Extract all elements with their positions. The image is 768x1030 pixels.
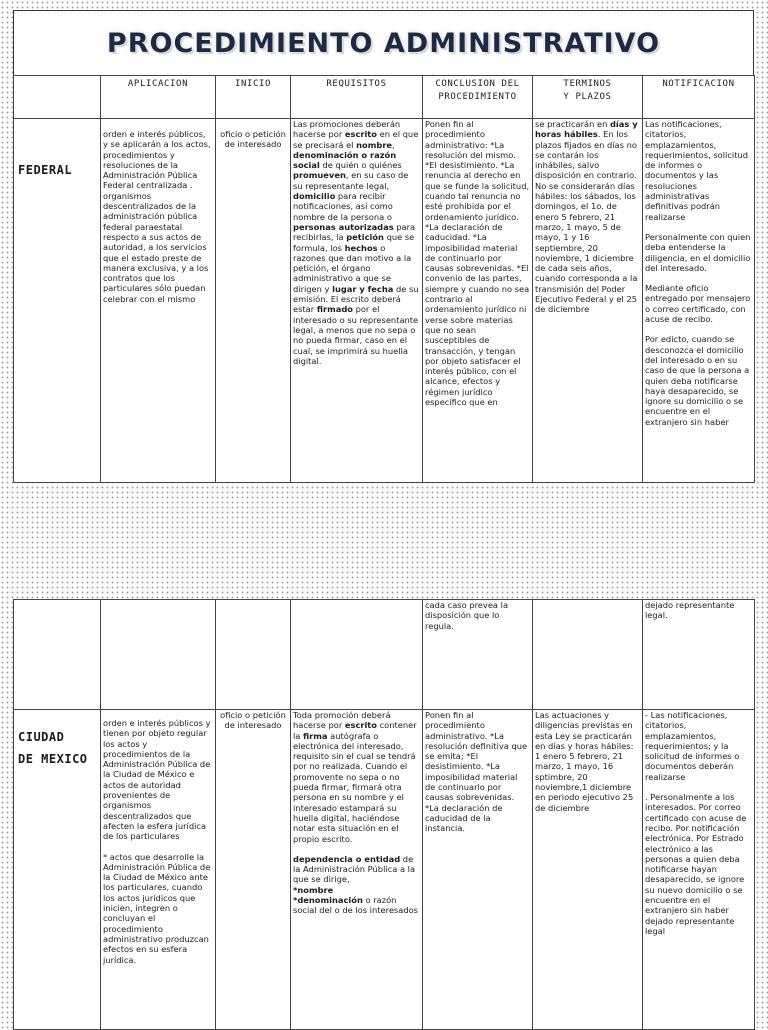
req-bold: personas autorizadas: [293, 221, 394, 232]
req-bold: dependencia o entidad: [293, 853, 401, 864]
federal-aplicacion: [101, 119, 216, 483]
federal-aplicacion-text: orden e interés públicos, y se aplicarán a los actos, procedimientos y resoluciones de la Administración Pública Federal centralizada . organismos descentralizados de la administración pública federal paraestatal respecto a sus actos de autoridad, a los servicios que el estado preste de manera exclusiva, y a los contratos que los particulares sólo puedan celebrar con el mismo: [103, 129, 211, 304]
req-text: Las promociones deberán hacerse por: [293, 119, 401, 140]
cont-empty-cell: [291, 600, 423, 710]
federal-label: FEDERAL: [14, 119, 101, 483]
req-bold: domicilio: [293, 191, 336, 202]
req-text: o razón social del o de los interesados: [293, 895, 418, 916]
cdmx-conclusion-text: Ponen fin al procedimiento administrativo. *La resolución definitiva que se emita; *El desistimiento. *La imposibilidad material de continuarlo por causas sobrevenidas. *La declaración de caducidad de la instancia.: [425, 710, 528, 834]
cdmx-notificacion: [643, 710, 755, 1030]
cdmx-terminos-text: Las actuaciones y diligencias previstas en esta Ley se practicarán en días y horas hábiles: 1 enero 5 febrero, 21 marzo, 1 mayo, 16 sptimbre, 20 noviembre,1 diciembre en periodo ejecutivo 25 de diciembre: [535, 710, 634, 813]
procedure-table-page2: [13, 599, 755, 1030]
terminos-bold: días y horas hábiles: [535, 119, 638, 140]
cdmx-conclusion: [423, 710, 533, 1030]
req-bold: escrito: [344, 129, 377, 140]
page-title: PROCEDIMIENTO ADMINISTRATIVO: [106, 27, 661, 59]
req-text: autógrafa o electrónica del interesado, requisito sin el cual se tendrá por no realizada. Cuando el promovente no sepa o no pueda firmar, firmará otra persona en su nombre y el interesado estampará su huella digital, haciéndose notar esta situación en el propio escrito.: [293, 730, 416, 844]
federal-terminos: [533, 119, 643, 483]
federal-notif-p1: Las notificaciones, citatorios, emplazamientos, requerimientos, solicitud de informes o documentos y las resoluciones administrativas definitivas podrán realizarse: [645, 119, 749, 222]
req-text: o razones que dan motivo a la petición, el órgano administrativo a que se dirigen y: [293, 242, 412, 294]
cont-empty-cell: [216, 600, 291, 710]
req-bold: promueven: [293, 170, 346, 181]
header-terminos-line1: TERMINOS: [563, 79, 612, 89]
continuation-row: [14, 600, 755, 710]
req-bold: nombre: [356, 139, 393, 150]
cont-empty-cell: [14, 600, 101, 710]
req-text: Toda promoción deberá hacerse por: [293, 710, 391, 731]
cdmx-notif-p1: - Las notificaciones, citatorios, emplazamientos, requerimientos; y la solicitud de informes o documentos deberán realizarse: [645, 710, 740, 782]
header-empty-cell: [14, 76, 101, 119]
cdmx-notif-p2: . Personalmente a los interesados. Por correo certificado con acuse de recibo. Por notificación electrónica. Por Estrado electrónico a las personas a quien deba notificarse hayan desaparecido, se ignore su nuevo domicilio o se encuentre en el extranjero sin haber dejado representante legal: [645, 792, 747, 936]
header-requisitos: REQUISITOS: [291, 76, 423, 119]
federal-notificacion: [643, 119, 755, 483]
req-text: por el interesado o su representante legal, a menos que no sepa o no pueda firmar, caso en el cual, se imprimirá su huella digital.: [293, 304, 419, 366]
header-conclusion-line2: PROCEDIMIENTO: [438, 92, 517, 102]
federal-inicio: [216, 119, 291, 483]
req-text: de quién o quiénes: [319, 160, 402, 171]
req-text: , en su caso de su representante legal,: [293, 170, 409, 191]
federal-conclusion: [423, 119, 533, 483]
cdmx-label-line2: DE MEXICO: [18, 752, 88, 766]
req-bold: denominación o razón social: [293, 149, 397, 171]
header-conclusion: [423, 76, 533, 119]
cdmx-requisitos: [291, 710, 423, 1030]
req-text: contener la: [293, 720, 417, 741]
cont-empty-cell: [533, 600, 643, 710]
header-terminos-line2: Y PLAZOS: [563, 92, 612, 102]
header-inicio: INICIO: [216, 76, 291, 119]
header-aplicacion: APLICACION: [101, 76, 216, 119]
cdmx-row: [14, 710, 755, 1030]
req-bold: firma: [303, 730, 328, 741]
header-terminos: [533, 76, 643, 119]
federal-inicio-text: oficio o petición de interesado: [220, 129, 286, 150]
req-text: para recibir notificaciones, así como nombre de la persona o: [293, 191, 393, 222]
procedure-table-page1: [13, 75, 755, 483]
cdmx-label: [14, 710, 101, 1030]
page: [13, 10, 754, 1024]
cdmx-terminos: [533, 710, 643, 1030]
terminos-text: . En los plazos fijados en días no se contarán los inhábiles, salvo disposición en contrario. No se considerarán días hábiles: los sábados, los domingos, el 1o. de enero 5 febrero, 21 marzo, 1 mayo, 5 de mayo, 1 y 16 septiembre, 20 noviembre, 1 diciembre de cada seis años, cuando corresponda a la transmisión del Poder Ejecutivo Federal y el 25 de diciembre: [535, 129, 638, 315]
federal-conclusion-cont-text: cada caso prevea la disposición que lo regula.: [425, 600, 509, 631]
federal-conclusion-cont: [423, 600, 533, 710]
req-text: ,: [392, 139, 395, 150]
cdmx-inicio-text: oficio o petición de interesado: [220, 710, 286, 731]
federal-requisitos: [291, 119, 423, 483]
req-bold: hechos: [344, 242, 378, 253]
federal-row: [14, 119, 755, 483]
req-text: que se formula, los: [293, 232, 415, 253]
cdmx-req-p3: [293, 885, 420, 895]
cdmx-aplicacion-p2: * actos que desarrolle la Administración Pública de la Ciudad de México ante los particulares, cuando los actos jurídicos que inicien, integren o concluyan el procedimiento administrativo produzcan efectos en su esfera jurídica.: [103, 851, 211, 965]
header-notificacion: NOTIFICACION: [643, 76, 755, 119]
req-bold: firmado: [316, 304, 353, 315]
req-bold: escrito: [344, 720, 377, 731]
cdmx-label-line1: CIUDAD: [18, 730, 65, 744]
cont-empty-cell: [101, 600, 216, 710]
req-text: para recibirlas, la: [293, 221, 416, 243]
cdmx-req-p1: [293, 710, 420, 844]
req-bold: lugar y fecha: [332, 283, 394, 294]
req-text: de su emisión. El escrito deberá estar: [293, 283, 419, 315]
req-bold: *denominación: [293, 895, 363, 906]
federal-conclusion-text: Ponen fin al procedimiento administrativo: *La resolución del mismo. *El desistimiento. *La renuncia al derecho en que se funde la solicitud, cuando tal renuncia no esté prohibida por el ordenamiento jurídico. *La declaración de caducidad. *La imposibilidad material de continuarlo por causas sobrevenidas. *El convenio de las partes, siempre y cuando no sea contrario al ordenamiento jurídico ni verse sobre materias que no sean susceptibles de transacción, y tengan por objeto satisfacer el interés público, con el alcance, efectos y régimen jurídico específico que en: [425, 119, 530, 408]
federal-notif-p4: Por edicto, cuando se desconozca el domicilio del interesado o en su caso de que la persona a quien deba notificarse haya desaparecido, se ignore su domicilio o se encuentre en el extranjero sin haber: [645, 334, 750, 427]
req-bold: petición: [346, 232, 384, 243]
federal-notif-p3: Mediante oficio entregado por mensajero o correo certificado, con acuse de recibo.: [645, 283, 751, 325]
terminos-text: se practicarán en: [535, 119, 610, 129]
cdmx-req-p4: [293, 895, 420, 916]
cdmx-aplicacion-p1: orden e interés públicos y tienen por objeto regular los actos y procedimientos de la Administración Pública de la Ciudad de México e actos de autoridad provenientes de organismos descentralizados que afecten la esfera jurídica de los particulares: [103, 718, 211, 842]
cdmx-aplicacion: [101, 710, 216, 1030]
title-box: [13, 10, 754, 76]
federal-notificacion-cont-text: dejado representante legal.: [645, 600, 735, 621]
cdmx-req-p2: [293, 854, 420, 885]
req-bold: *nombre: [293, 884, 334, 895]
federal-notificacion-cont: [643, 600, 755, 710]
header-conclusion-line1: CONCLUSION DEL: [435, 79, 520, 89]
header-row: [14, 76, 755, 119]
req-text: en el que se precisará el: [293, 129, 419, 150]
federal-notif-p2: Personalmente con quien deba entenderse la diligencia, en el domicilio del interesado.: [645, 231, 751, 273]
cdmx-inicio: [216, 710, 291, 1030]
req-text: de la Administración Pública a la que se dirige,: [293, 853, 416, 885]
